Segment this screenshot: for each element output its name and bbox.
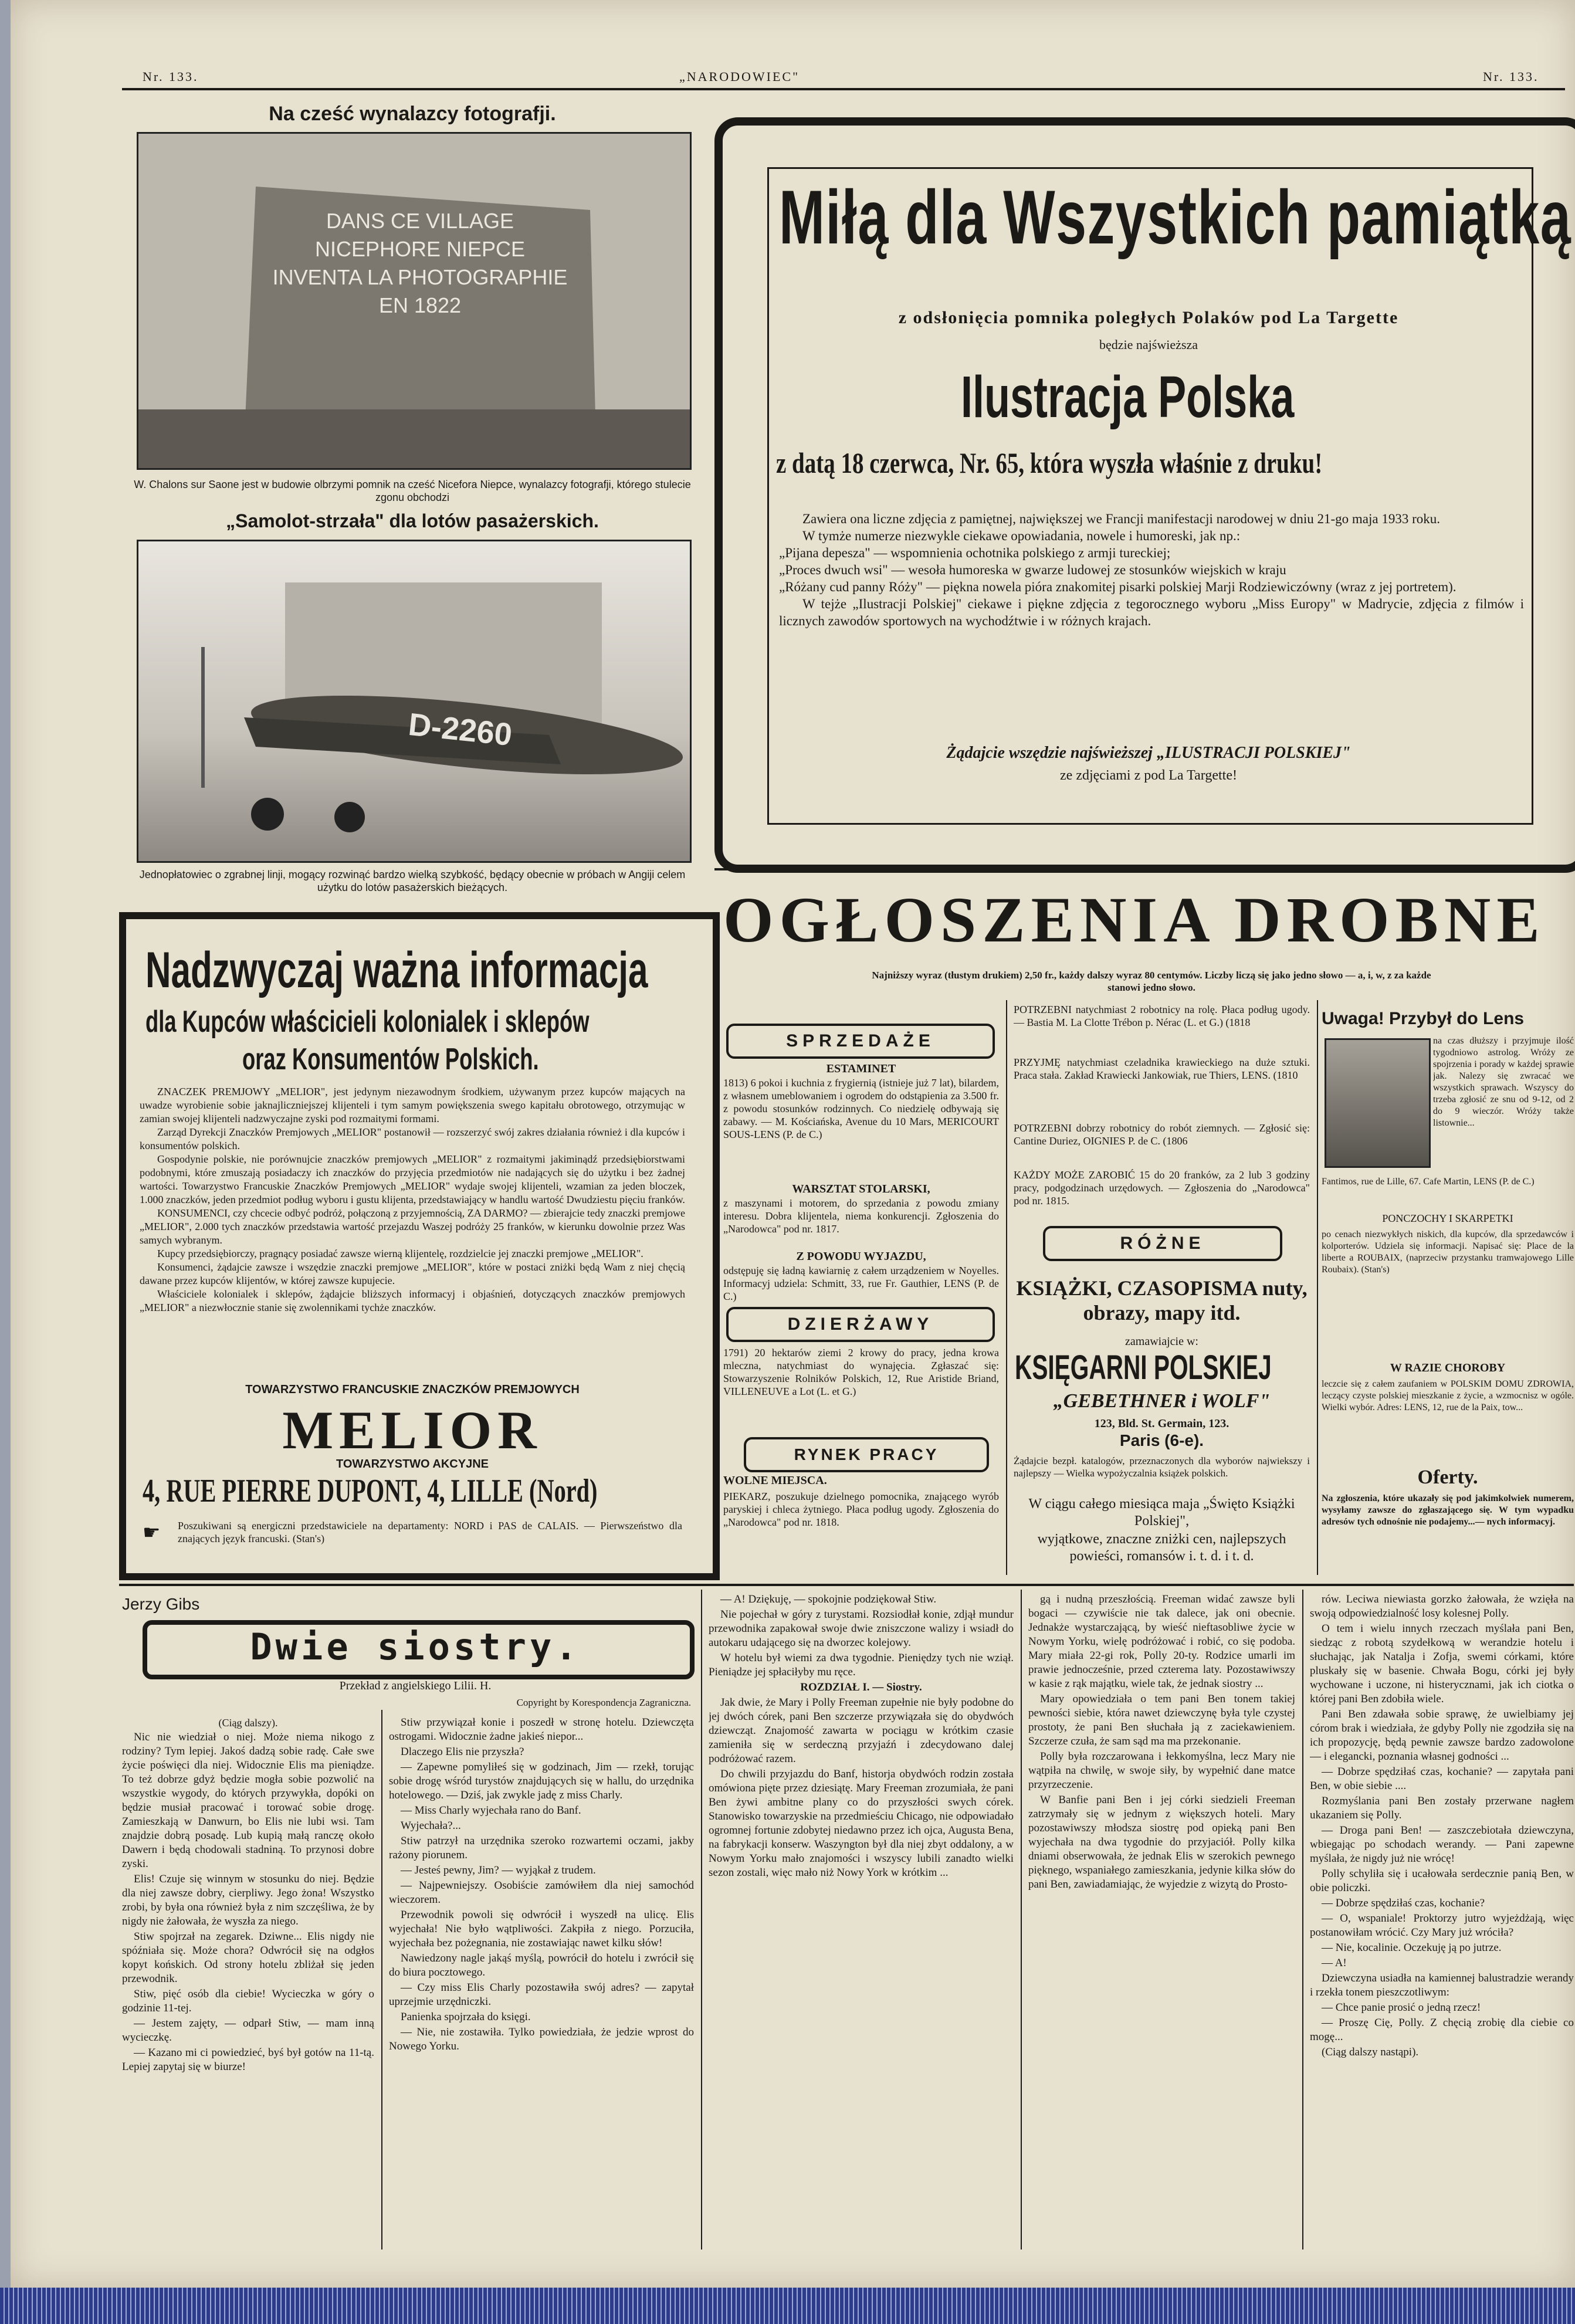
astrologer-portrait — [1325, 1038, 1431, 1168]
photo2-caption: Jednopłatowiec o zgrabnej linji, mogący rozwinąć bardzo wielką szybkość, będący obecnie w próbach w Angiji celem użytku do lotów pasażerskich bieżących. — [139, 869, 686, 893]
story-author: Jerzy Gibs — [122, 1595, 200, 1613]
c2c-text: POTRZEBNI dobrzy robotnicy do robót ziemnych. — Zgłosić się: Cantine Duriez, OIGNIES P. de C. (1806 — [1014, 1122, 1310, 1147]
sale2-text: z maszynami i motorem, do sprzedania z powodu zmiany interesu. Dobra klijentela, niema konkurencji. Zgłoszenia do „Narodowca" pod nr. 1817. — [723, 1197, 999, 1235]
sale3-head: Z POWODU WYJAZDU, — [796, 1250, 926, 1263]
discount-text: wyjątkowe, znaczne zniżki cen, najlepszych powieści, romansów i. t. d. i t. d. — [1037, 1532, 1286, 1564]
sprzedaze-header: SPRZEDAŻE — [726, 1024, 995, 1059]
ilustracja-title: Miłą dla Wszystkich pamiątką — [779, 174, 1572, 260]
ilustracja-demand2: ze zdjęciami z pod La Targette! — [1060, 768, 1237, 783]
story-divider-1 — [381, 1710, 382, 2250]
melior-brand: MELIOR — [282, 1400, 543, 1460]
divider — [714, 868, 1572, 870]
story-rule — [119, 1584, 1574, 1586]
zamawiac-text: zamawiajcie w: — [1125, 1335, 1198, 1348]
sale1-head: ESTAMINET — [826, 1062, 896, 1075]
melior-akc: TOWARZYSTWO AKCYJNE — [336, 1458, 489, 1471]
catalog-text: Żądajcie bezpł. katalogów, przeznaczonych dla wyborów najwiekszy i najlepszy — Wielka wypożyczalnia książek polskich. — [1014, 1455, 1310, 1479]
story-col-4: gą i nudną przeszłością. Freeman widać zawsze byli bogaci — czywiście nie tak dalece, jak oni obecnie. Jednakże wystarczającą, by wieść nieftasobliwe życie w Nowym Yorku, wielę podróżować i robić, co się podoba. Mary miała 22-gi rok, Polly 20-ty. Rodzice umarli im prawie jednocześnie, przed czterema laty. Pozostawiwszy w kasie z rąk majątku, wiele tak, że jednak siostry ... Mary opowiedziała o tem pani Ben tonem takiej pewności siebie, która nawet dziewczynę była tyle czystej prostoty, że pani Ben słuchała ją z zaciekawieniem. Szczerze czuła, że sam sąd ma ma przekonanie. Polly była rozczarowana i łekkomyślna, lecz Mary nie wątpiła na chwilę, w swoje siły, by wypełnić dane matce przyrzeczenie. W Banfie pani Ben i jej córki siedzieli Freeman zatrzymały się w jednym z większych hoteli. Mary pozostawiwszy młodsza siostrę pod opieką pani Ben wyjechała na dwa tygodnie do przyjaciół. Polly kilka dniami obserwowała, że jednak Elis w szerokich pewnego pięknego, wspaniałego zamieszkania, jedynie kilka słów do pani Ben, zawiadamiając, że wyjedzie z wizytą do Prosto- — [1028, 1593, 1295, 1891]
gebethner-name: „GEBETHNER i WOLF" — [1053, 1390, 1271, 1412]
newspaper-page — [11, 0, 1575, 2288]
melior-footer: Poszukiwani są energiczni przedstawiciele na departamenty: NORD i PAS de CALAIS. — Pierwszeństwo dla znających język francuski. (Stan's) — [178, 1520, 682, 1544]
paper-name: „NARODOWIEC" — [679, 69, 800, 84]
story-col-1: Nic nie wiedział o niej. Może niema nikogo z rodziny? Tym lepiej. Jakoś dadzą sobie radę. Całe swe życie poświęci dla niej. Widocznie Elis ma pieniądze. To też dobrze gdyż będzie mogła sobie pozwolić na wszystkie wygody, do których przywykła, dopóki on będzie musiał pracować i torować sobie drogę. Zamieszkają w Danwurn, bo Elis nie lubi wsi. Tam znajdzie dobrą posadę. Lub kupią małą ranczę około Dawern i będą chodowali stadniną. To przynosi dobre zyski. Elis! Czuje się winnym w stosunku do niej. Będzie dla niej zawsze dobry, cierpliwy. Jego żona! Wszystko zrobi, by była ona również była z nim szczęśliwa, że by nigdy nie żałowała, że wyszła za niego. Stiw spojrzał na zegarek. Dziwne... Elis nigdy nie spóźniała się. Może chora? Odwrócił się na odgłos kopyt końskich. Od strony hotelu zbliżał się jeden przewodnik. Stiw, pięć osób dla ciebie! Wycieczka w góry o godzinie 11-tej. — Jestem zajęty, — odparł Stiw, — mam inną wycieczkę. — Kazano mi ci powiedzieć, byś był gotów na 11-tą. Lepiej zapytaj się w biurze! — [122, 1731, 374, 2073]
lease-text: 1791) 20 hektarów ziemi 2 krowy do pracy, jedna krowa mleczna, natychmiast do wynajęcia. Zgłaszać się: Stowarzyszenie Rolników Polskich, 12, Rue Aristide Briand, VILLENEUVE a Lot (L. et G.) — [723, 1347, 999, 1397]
sale2-head: WARSZTAT STOLARSKI, — [792, 1183, 930, 1195]
dzierzawy-header: DZIERŻAWY — [726, 1307, 995, 1342]
drobne-title: OGŁOSZENIA DROBNE — [723, 884, 1546, 956]
ilustracja-inner-frame — [767, 167, 1533, 825]
story-continuation: (Ciąg dalszy). — [218, 1717, 278, 1729]
photo1-heading: Na cześć wynalazcy fotografji. — [269, 103, 556, 125]
airplane-illustration — [138, 541, 690, 861]
page-number-left: Nr. 133. — [143, 69, 199, 84]
story-divider-2 — [701, 1590, 702, 2250]
rynek-pracy-header: RYNEK PRACY — [744, 1437, 989, 1472]
bookstore-city: Paris (6-e). — [1119, 1431, 1204, 1449]
c2b-text: PRZYJMĘ natychmiast czeladnika krawieckiego na duże sztuki. Praca stała. Zakład Krawiecki Jankowiak, rue Thiers, LENS. (1810 — [1014, 1056, 1310, 1081]
plane-code: D-2260 — [407, 706, 514, 753]
choroby-text: leczcie się z całem zaufaniem w POLSKIM DOMU ZDROWIA, leczący czyste polskiej mieszkanie z życie, a wzmocnisz w ogóle. Wielki wybór. Adres: LENS, 12, rue de la Paix, tow... — [1322, 1379, 1574, 1412]
story-translator: Przekład z angielskiego Lilii. H. — [339, 1679, 492, 1692]
melior-sub2: oraz Konsumentów Polskich. — [242, 1042, 539, 1076]
ilustracja-name: Ilustracja Polska — [961, 364, 1295, 430]
ponczochy-heading: PONCZOCHY I SKARPETKI — [1382, 1212, 1513, 1224]
piekarz-text: PIEKARZ, poszukuje dzielnego pomocnika, znającego wyrób paryskiej i chleca żytniego. Płaca podług ugody. Zgłoszenia do „Narodowca" pod nr. 1818. — [723, 1490, 999, 1528]
ponczochy-text: po cenach niezwykłych niskich, dla kupców, dla sprzedawców i kolporterów. Udziela się informacji. Napisać się: Place de la liberte a ROUBAIX, (naprzeciw przystanku tramwajowego Lille Roubaix). (Stan's) — [1322, 1229, 1574, 1275]
melior-sub1: dla Kupców właścicieli kolonialek i sklepów — [145, 1005, 590, 1039]
story-divider-4 — [1302, 1590, 1303, 2250]
classified-divider-2 — [1317, 1000, 1318, 1575]
story-copyright: Copyright by Korespondencja Zagraniczna. — [516, 1697, 691, 1708]
drobne-rates: Najniższy wyraz (tłustym drukiem) 2,50 fr., każdy dalszy wyraz 80 centymów. Liczby liczą się jako jedno słowo — a, i, w, z za każde stanowi jedno słowo. — [872, 970, 1431, 993]
story-title: Dwie siostry. — [250, 1625, 581, 1668]
monument-inscription: DANS CE VILLAGE NICEPHORE NIEPCE INVENTA LA PHOTOGRAPHIE EN 1822 — [272, 209, 568, 317]
oferty-text: Na zgłoszenia, które ukazały się pod jakimkolwiek numerem, wysyłamy zawsze do zgłaszającego się. W tym wypadku adresów tych odnośnie nie podajemy...— nych informacyj. — [1322, 1493, 1574, 1527]
swieto-text: W ciągu całego miesiąca maja „Święto Książki Polskiej", — [1028, 1496, 1295, 1529]
ksiegarnia-name: KSIĘGARNI POLSKIEJ — [1015, 1349, 1272, 1387]
ilustracja-body: Zawiera ona liczne zdjęcia z pamiętnej, największej we Francji manifestacji narodowej w dniu 21-go maja 1933 roku. W tymże numerze niezwykle ciekawe opowiadania, nowele i humoreski, jak np.: „Pijana depesza" — wspomnienia ochotnika polskiego z armji tureckiej; „Proces dwuch wsi" — wesoła humoreska w gwarze ludowej ze stosunków wiejskich w kraju „Różany cud panny Róży" — piękna nowela pióra znakomitej pisarki polskiej Marji Rodziewiczówny (wraz z jej portretem). W tejże „Ilustracji Polskiej" ciekawe i piękne zdjęcia z tegorocznego wyboru „Miss Europy" w Madrycie, zdjęcia z filmów i licznych zawodów sportowych na wychodźtwie i w różnych krajach. — [779, 511, 1524, 628]
melior-body: ZNACZEK PREMJOWY „MELIOR", jest jedynym niezawodnym środkiem, używanym przez kupców mających na uwadze wyrobienie sobie jaknajliczniejszej klijenteli i tym samym powiększenia swego kapitału obrotowego, otrzymując w zamian swojej klijenteli nadzwyczajne zyski pod rozmaitymi formami. Zarząd Dyrekcji Znaczków Premjowych „MELIOR" postanowił — rozszerzyć swój zakres działania również i dla kupców i konsumentów polskich. Gospodynie polskie, nie porównujcie znaczków premjowych „MELIOR" z rozmaitymi jakiminądź przedsiębiorstwami podobnymi, które zmuszają posiadaczy ich znaczków do przyjęcia przedmiotów nie nadających się do użytku i bez żadnej wartości. Towarzystwo Francuskie Znaczków Premjowych „MELIOR" wydaje swojej klijenteli, wzamian za jeden bloczek, 1.000 znaczków, jeden przedmiot podług wyboru i gustu klijenta, przedstawiający w handlu wartość Dwudziestu pięciu franków. KONSUMENCI, czy chcecie odbyć podróż, połączoną z przyjemnością, ZA DARMO? — zbierajcie tedy znaczki premjowe „MELIOR", 2.000 tych znaczków przedstawia wartość przejazdu Waszej podróży 25 franków, w kierunku dowolnie przez Was samych wybranym. Kupcy przedsiębiorczy, pragnący posiadać zawsze wierną klijentelę, rozdzielcie jej znaczki premjowe „MELIOR". Konsumenci, żądajcie zawsze i wszędzie znaczki premjowe „MELIOR", które w postaci zniżki będą Wam z niej chęcią dawane przez kupców klijentów, w której zawsze kupujecie. Właściciele kolonialek i sklepów, żądajcie bliższych informacyj i objaśnień, dotyczących znaczków premjowych „MELIOR" a niezwłocznie stanie się zwolennikami tychże znaczków. — [140, 1086, 685, 1313]
story-col-2: Stiw przywiązał konie i poszedł w stronę hotelu. Dziewczęta ostrogami. Widocznie żadne jakieś niepor... Dlaczego Elis nie przyszła? — Zapewne pomyliłeś się w godzinach, Jim — rzekł, torując sobie drogę wśród turystów znajdujących się w hallu, do urzędnika hotelowego. — Dziś, jak zwykle jadę z miss Charly. — Miss Charly wyjechała rano do Banf. Wyjechała?... Stiw patrzył na urzędnika szeroko rozwartemi oczami, jakby rażony piorunem. — Jesteś pewny, Jim? — wyjąkał z trudem. — Najpewniejszy. Osobiście zamówiłem dla niej samochód wieczorem. Przewodnik powoli się odwrócił i wyszedł na ulicę. Elis wyjechała! Nie było wątpliwości. Zakpiła z niego. Porzuciła, wyjechała bez pożegnania, nie zostawiając nawet kilku słów! Nawiedzony nagle jakąś myślą, powrócił do hotelu i zwrócił się do biura pocztowego. — Czy miss Elis Charly pozostawiła swój adres? — zapytał uprzejmie urzędniczki. Panienka spojrzała do księgi. — Nie, nie zostawiła. Tylko powiedziała, że jedzie wprost do Nowego Yorku. — [389, 1716, 694, 2052]
rozne-header: RÓŻNE — [1043, 1226, 1282, 1261]
c2d-text: KAŻDY MOŻE ZAROBIĆ 15 do 20 franków, za 2 lub 3 godziny pracy, podgodzinach urzędowych. — Zgłoszenia do „Narodowca" pod nr. 1815. — [1014, 1169, 1310, 1207]
pointing-hand-icon: ☛ — [143, 1521, 161, 1544]
masthead-rule — [122, 88, 1565, 90]
ilustracja-demand: Żądajcie wszędzie najświeższej „ILUSTRACJI POLSKIEJ" — [946, 744, 1351, 762]
c2a-text: POTRZEBNI natychmiast 2 robotnicy na rolę. Płaca podług ugody. — Bastia M. La Clotte Trébon p. Nérac (L. et G.) (1818 — [1014, 1004, 1310, 1028]
choroby-heading: W RAZIE CHOROBY — [1390, 1361, 1506, 1374]
melior-company: TOWARZYSTWO FRANCUSKIE ZNACZKÓW PREMJOWYCH — [245, 1383, 580, 1396]
uwaga-heading: Uwaga! Przybył do Lens — [1322, 1009, 1525, 1028]
story-col-5: rów. Leciwa niewiasta gorzko żałowała, że wzięła na swoją odpowiedzialność losy kolesnej Polly. O tem i wielu innych rzeczach myślała pani Ben, siedząc z robotą szydełkową w werandzie hotelu i słuchając, jak Natalja i Zofja, swemi córkami, które pluskały się w basenie. Chwała Bogu, córki jej były wychowane i uczone, ni histerycznami, jak ich ciotka o której pani Ben zdobiła wiele. Pani Ben zdawała sobie sprawę, że uwielbiamy jej córom brak i wiedziała, że gdyby Polly nie zgodziła się na ich propozycję, będą pewnie zawsze bardzo zadowolone — i elegancki, poznania własnej godności ... — Dobrze spędziłaś czas, kochanie? — zapytała pani Ben, w obie siebie .... Rozmyślania pani Ben zostały przerwane nagłem ukazaniem się Polly. — Droga pani Ben! — zaszczebiotała dziewczyna, wbiegając po schodach werandy. — Pani zapewne myślała, że nigdy już nie wrócę! Polly schyliła się i ucałowała serdecznie panią Ben, w obie policzki. — Dobrze spędziłaś czas, kochanie? — O, wspaniale! Proktorzy jutro wyjeżdżają, więc postanowiłam wrócić. Czy Mary już wróciła? — Nie, kocalinie. Oczekuję ją po jutrze. — A! Dziewczyna usiadła na kamiennej balustradzie werandy i rzekła tonem pieszczotliwym: — Chce panie prosić o jedną rzecz! — Proszę Cię, Polly. Z chęcią zrobię dla ciebie co mogę... (Ciąg dalszy nastąpi). — [1310, 1593, 1574, 2058]
ilustracja-date: z datą 18 czerwca, Nr. 65, która wyszła właśnie z druku! — [776, 446, 1323, 479]
ilustracja-subtitle: z odsłonięcia pomnika poległych Polaków pod La Targette — [898, 308, 1399, 327]
ilustracja-will-be: będzie najświeższa — [1099, 337, 1198, 352]
melior-address: 4, RUE PIERRE DUPONT, 4, LILLE (Nord) — [143, 1473, 598, 1509]
melior-title: Nadzwyczaj ważna informacja — [145, 942, 648, 998]
story-col-3: — A! Dziękuję, — spokojnie podziękował Stiw. Nie pojechał w góry z turystami. Rozsiodłał konie, zdjął mundur przewodnika zapakował swoje dwie zniszczone walizy i wsiadł do autokaru udającego się na dworzec kolejowy. W hotelu był wiemi za dwa tygodnie. Pieniędzy tych nie wziął. Pieniądze jej spłaciłyby mu ręce. ROZDZIAŁ I. — Siostry. Jak dwie, że Mary i Polly Freeman zupełnie nie były podobne do jej dwóch córek, pani Ben szczerze przywiązała się do obydwóch dziewcząt. Znajomość zawarta w pociągu w krótkim czasie zamieniła się w serdeczną przyjaźń i zdecydowano dalej podróżować razem. Do chwili przyjazdu do Banf, historja obydwóch rodzin została omówiona pięte przez dziesiątę. Mary Freeman zrozumiała, że pani Ben żywi ambitne plany co do przyszłości swych córek. Stanowisko towarzyskie na przedmieściu Chicago, nie odpowiadało ogromnej fortunie zdobytej niedawno przez ich ojca, Augusta Bena, na fabrykacji konserw. Waszyngton był dla niej zbyt oddalony, a w Nowym Yorku mało znajomości i wszyscy lubili zanadto wielki sezon zostali, więc mało niż Nowy York w krótkim ... — [709, 1593, 1014, 1879]
wolne-miejsca: WOLNE MIEJSCA. — [723, 1474, 827, 1487]
monument-photo — [137, 132, 692, 470]
sale1-text: 1813) 6 pokoi i kuchnia z frygiernią (istnieje już 7 lat), bilardem, z własnem umeblowaniem i ogrodem do odstąpienia za 3.500 fr. z powodu stosunków rodzinnych. Co niedzielę odbywają się zabawy. — M. Kościańska, Avenue du 10 Mars, MERICOURT SOUS-LENS (P. de C.) — [723, 1077, 999, 1140]
uwaga-text: na czas dłuższy i przyjmuje ilość tygodniowo astrolog. Wróży ze spojrzenia i porady w każdej sprawie jak. Nalezy się zwracać we wszystkich sprawach. Wszyscy do trzeba zgłosić ze snu od 9-12, od 2 do 9 wieczór. Wróży także listownie... — [1433, 1036, 1574, 1128]
photo2-heading: „Samolot-strzała" dla lotów pasażerskich. — [226, 510, 599, 531]
photo1-caption: W. Chalons sur Saone jest w budowie olbrzymi pomnik na cześć Nicefora Niepce, wynalazcy fotografji, którego stulecie zgonu obchodzi — [134, 479, 691, 503]
ksiazki-heading: KSIĄŻKI, CZASOPISMA nuty, obrazy, mapy itd. — [1016, 1276, 1308, 1324]
classified-divider-1 — [1006, 1000, 1007, 1575]
oferty-heading: Oferty. — [1417, 1466, 1478, 1488]
page-number-right: Nr. 133. — [1483, 69, 1539, 84]
scanner-color-strip — [0, 2288, 1575, 2324]
sale3-text: odstępuję się ładną kawiarnię z całem urządzeniem w Noyelles. Informacyj udziela: Schmitt, 33, rue Fr. Gauthier, LENS (P. de C.) — [723, 1265, 999, 1302]
story-divider-3 — [1021, 1590, 1022, 2250]
airplane-photo — [137, 540, 692, 863]
fantimos-text: Fantimos, rue de Lille, 67. Cafe Martin, LENS (P. de C.) — [1322, 1177, 1535, 1187]
bookstore-address: 123, Bld. St. Germain, 123. — [1094, 1417, 1229, 1430]
